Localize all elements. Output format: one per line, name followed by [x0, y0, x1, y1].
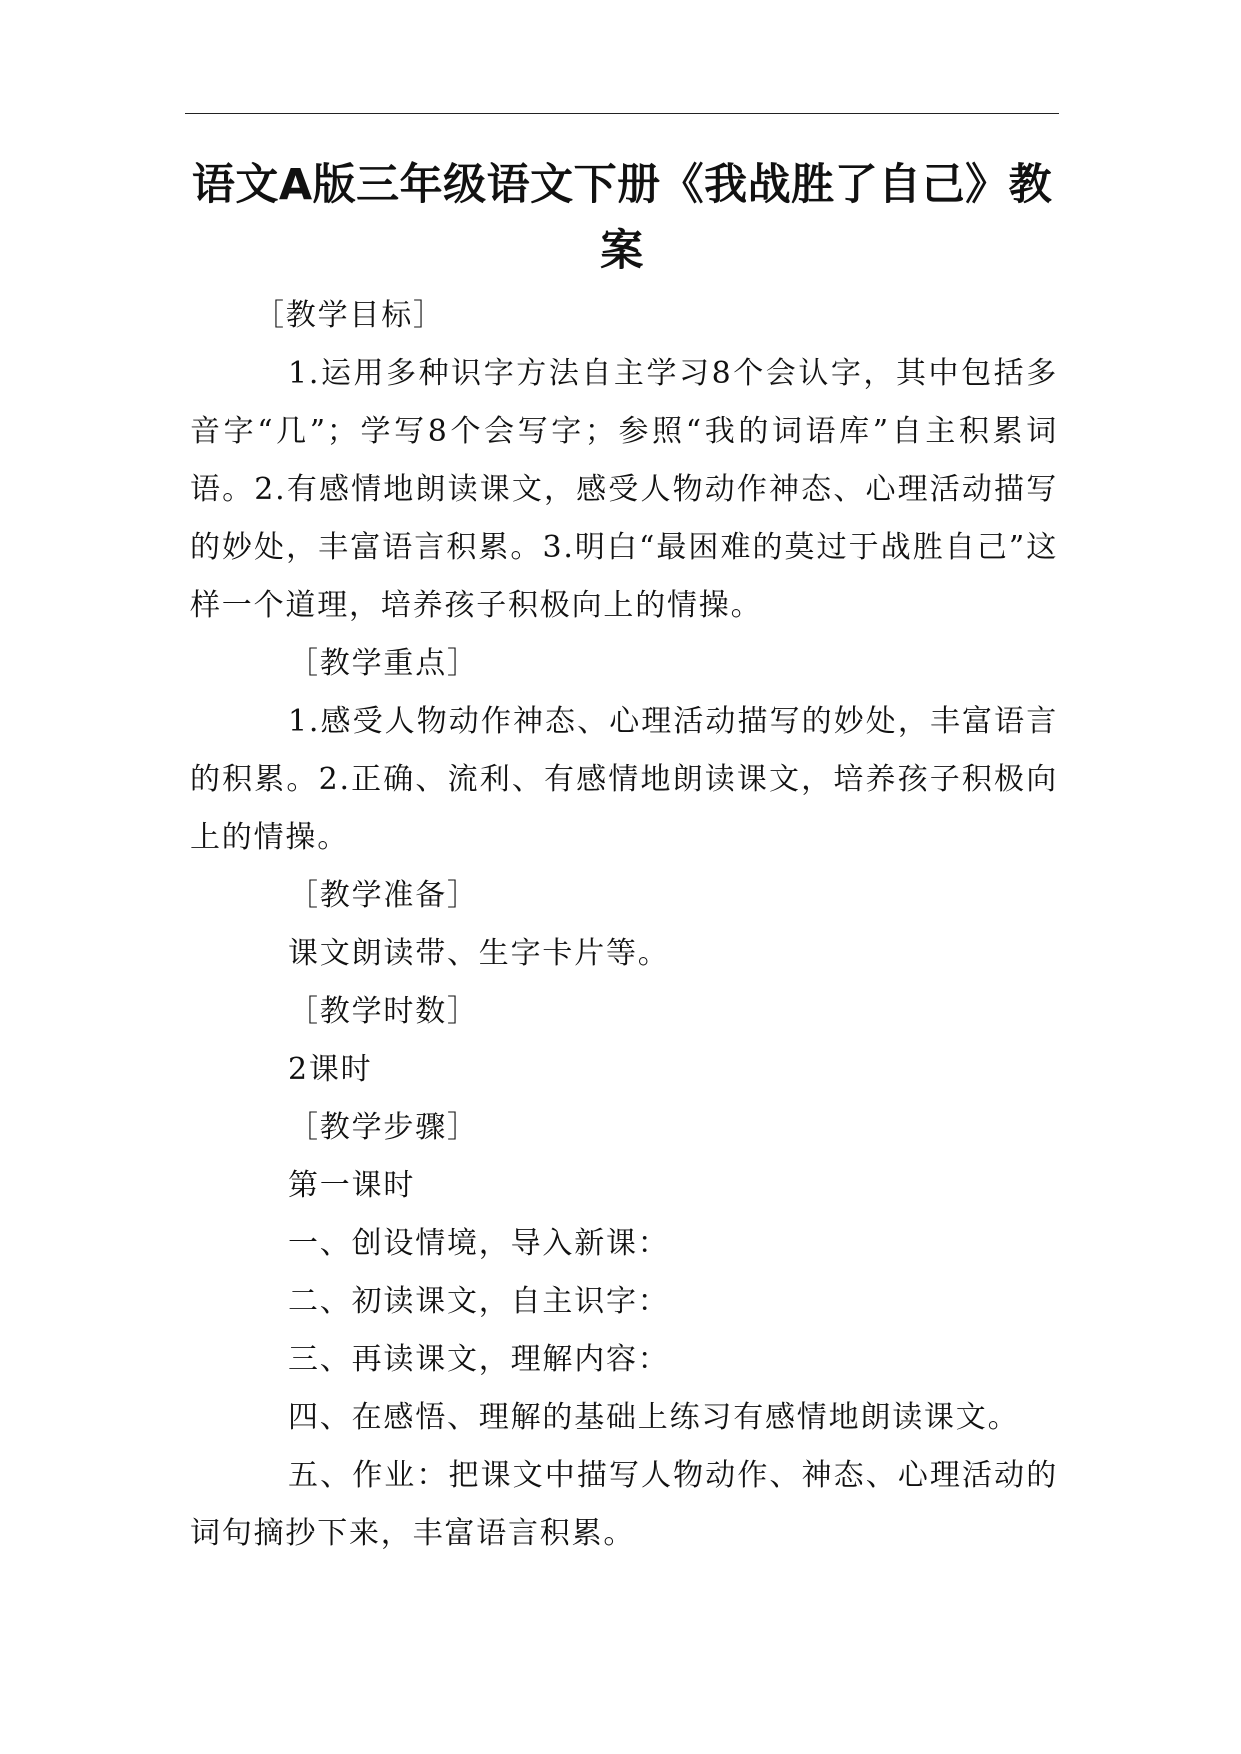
- section-heading-key-points: ［教学重点］: [288, 646, 479, 681]
- section-heading-hours: ［教学时数］: [288, 994, 479, 1029]
- document-title: 语文A版三年级语文下册《我战胜了自己》教案: [191, 160, 1053, 276]
- preparation-paragraph: 课文朗读带、生字卡片等。: [288, 936, 670, 971]
- section-heading-preparation: ［教学准备］: [288, 878, 479, 913]
- document-body: [190, 287, 1058, 1563]
- step-1: 一、创设情境，导入新课：: [288, 1226, 670, 1261]
- step-5: 五、作业：把课文中描写人物动作、神态、心理活动的词句摘抄下来，丰富语言积累。: [190, 1458, 1058, 1551]
- objectives-paragraph: 1.运用多种识字方法自主学习8个会认字，其中包括多音字“几”；学写8个会写字；参照“我的词语库”自主积累词语。2.有感情地朗读课文，感受人物动作神态、心理活动描写的妙处，丰富语言积累。3.明白“最困难的莫过于战胜自己”这样一个道理，培养孩子积极向上的情操。: [190, 356, 1058, 623]
- step-2: 二、初读课文，自主识字：: [288, 1284, 670, 1319]
- lesson-one-heading: 第一课时: [288, 1168, 416, 1203]
- step-3: 三、再读课文，理解内容：: [288, 1342, 670, 1377]
- step-4: 四、在感悟、理解的基础上练习有感情地朗读课文。: [288, 1400, 1020, 1435]
- header-rule: [185, 113, 1059, 114]
- section-heading-steps: ［教学步骤］: [288, 1110, 479, 1145]
- hours-paragraph: 2课时: [288, 1052, 373, 1087]
- key-points-paragraph: 1.感受人物动作神态、心理活动描写的妙处，丰富语言的积累。2.正确、流利、有感情地朗读课文，培养孩子积极向上的情操。: [190, 704, 1058, 855]
- section-heading-objectives: ［教学目标］: [254, 298, 445, 333]
